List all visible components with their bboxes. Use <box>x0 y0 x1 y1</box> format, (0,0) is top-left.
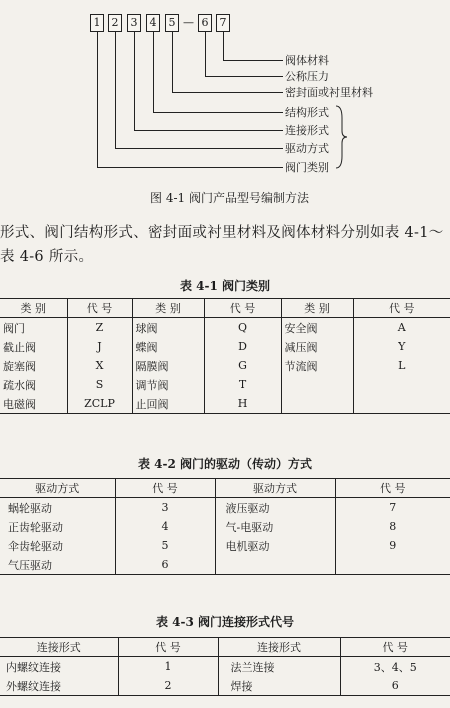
table-cell: 止回阀 <box>132 394 204 414</box>
paragraph-line-2: 表 4-6 所示。 <box>0 249 94 265</box>
header-cell: 代 号 <box>115 479 215 498</box>
table-cell: A <box>397 321 406 334</box>
table-4-1-title: 表 4-1 阀门类别 <box>179 279 271 293</box>
leader-v-7 <box>223 32 224 60</box>
table-cell: 气-电驱动 <box>215 517 335 536</box>
table-cell: G <box>204 356 281 375</box>
label-body-material: 阀体材料 <box>285 54 329 67</box>
table-cell: Y <box>398 340 406 353</box>
code-box-3: 3 <box>127 14 141 32</box>
table-row <box>0 498 450 518</box>
header-cell: 代 号 <box>118 638 218 657</box>
table-cell: 安全阀 <box>281 318 353 338</box>
table-4-2-title: 表 4-2 阀门的驱动（传动）方式 <box>137 457 313 471</box>
table-cell: 6 <box>340 676 450 696</box>
header-cell: 代 号 <box>335 479 450 498</box>
table-cell: 8 <box>389 520 397 533</box>
code-box-4: 4 <box>146 14 160 32</box>
label-structure-type: 结构形式 <box>285 106 329 119</box>
table-cell: 伞齿轮驱动 <box>0 536 115 555</box>
table-row <box>0 676 450 696</box>
table-cell: 调节阀 <box>132 375 204 394</box>
header-cell: 类 别 <box>281 299 353 318</box>
table-header-row <box>0 638 450 657</box>
header-cell: 连接形式 <box>0 638 118 657</box>
table-cell: 焊接 <box>218 676 340 696</box>
leader-h-5 <box>172 92 283 93</box>
table-cell <box>215 555 335 575</box>
table-row <box>0 356 450 375</box>
table-cell: 旋塞阀 <box>0 356 67 375</box>
table-cell: T <box>204 375 281 394</box>
table-valve-category <box>0 298 450 414</box>
leader-v-1 <box>97 32 98 167</box>
leader-v-6 <box>205 32 206 76</box>
table-cell: 疏水阀 <box>0 375 67 394</box>
table-cell <box>353 394 450 414</box>
table-cell <box>335 555 450 575</box>
table-cell: 隔膜阀 <box>132 356 204 375</box>
leader-v-2 <box>115 32 116 148</box>
table-4-3-title: 表 4-3 阀门连接形式代号 <box>155 615 295 629</box>
header-cell: 代 号 <box>204 299 281 318</box>
table-cell: 液压驱动 <box>215 498 335 518</box>
table-drive-mode <box>0 478 450 575</box>
label-drive-mode: 驱动方式 <box>285 142 329 155</box>
table-cell: ZCLP <box>67 394 132 414</box>
table-cell: 阀门 <box>0 318 67 338</box>
leader-h-7 <box>223 60 283 61</box>
table-cell: 减压阀 <box>281 337 353 356</box>
label-nominal-pressure: 公称压力 <box>285 70 329 83</box>
table-cell <box>281 394 353 414</box>
code-dash: — <box>183 16 194 29</box>
table-header-row <box>0 299 450 318</box>
table-cell: 气压驱动 <box>0 555 115 575</box>
header-cell: 代 号 <box>353 299 450 318</box>
header-cell: 代 号 <box>67 299 132 318</box>
code-box-5: 5 <box>165 14 179 32</box>
figure-caption: 图 4-1 阀门产品型号编制方法 <box>150 191 309 205</box>
header-cell: 类 别 <box>0 299 67 318</box>
table-cell: L <box>398 359 406 372</box>
table-row <box>0 536 450 555</box>
table-cell <box>281 375 353 394</box>
table-cell: 截止阀 <box>0 337 67 356</box>
header-cell: 类 别 <box>132 299 204 318</box>
code-box-7: 7 <box>216 14 230 32</box>
leader-h-2 <box>115 148 283 149</box>
header-cell: 连接形式 <box>218 638 340 657</box>
table-row <box>0 394 450 414</box>
table-row <box>0 555 450 575</box>
table-row <box>0 657 450 677</box>
table-cell: 法兰连接 <box>218 657 340 677</box>
code-box-6: 6 <box>198 14 212 32</box>
table-row <box>0 517 450 536</box>
table-cell: 电机驱动 <box>215 536 335 555</box>
table-cell: H <box>204 394 281 414</box>
table-cell: 电磁阀 <box>0 394 67 414</box>
table-cell: 1 <box>118 657 218 677</box>
table-connection-type <box>0 637 450 696</box>
leader-h-6 <box>205 76 283 77</box>
table-cell: Q <box>204 318 281 338</box>
header-cell: 驱动方式 <box>215 479 335 498</box>
table-cell: 蝶阀 <box>132 337 204 356</box>
table-cell: 蜗轮驱动 <box>0 498 115 518</box>
leader-h-3 <box>134 130 283 131</box>
table-cell: 6 <box>115 555 215 575</box>
table-cell: S <box>67 375 132 394</box>
table-cell: 4 <box>115 517 215 536</box>
table-row <box>0 375 450 394</box>
table-cell: 7 <box>389 501 397 514</box>
table-cell: 球阀 <box>132 318 204 338</box>
leader-h-1 <box>97 167 283 168</box>
table-cell <box>353 375 450 394</box>
table-cell: 2 <box>118 676 218 696</box>
table-cell: Z <box>67 318 132 338</box>
table-cell: J <box>67 337 132 356</box>
code-box-1: 1 <box>90 14 104 32</box>
leader-v-4 <box>153 32 154 112</box>
paragraph-line-1: 形式、阀门结构形式、密封面或衬里材料及阀体材料分别如表 4-1～ <box>0 225 444 241</box>
label-seal-material: 密封面或衬里材料 <box>285 86 373 99</box>
table-cell: 内螺纹连接 <box>0 657 118 677</box>
table-row <box>0 337 450 356</box>
table-cell: 外螺纹连接 <box>0 676 118 696</box>
table-cell: D <box>204 337 281 356</box>
header-cell: 驱动方式 <box>0 479 115 498</box>
table-cell: 正齿轮驱动 <box>0 517 115 536</box>
table-cell: 3 <box>115 498 215 518</box>
table-cell: 5 <box>115 536 215 555</box>
leader-v-3 <box>134 32 135 130</box>
table-cell: 9 <box>389 539 397 552</box>
label-connection-type: 连接形式 <box>285 124 329 137</box>
header-cell: 代 号 <box>340 638 450 657</box>
table-row <box>0 318 450 338</box>
table-cell: X <box>67 356 132 375</box>
table-cell: 3、4、5 <box>373 660 417 674</box>
label-valve-category: 阀门类别 <box>285 161 329 174</box>
leader-h-4 <box>153 112 283 113</box>
table-cell: 节流阀 <box>281 356 353 375</box>
code-box-2: 2 <box>108 14 122 32</box>
table-header-row <box>0 479 450 498</box>
leader-v-5 <box>172 32 173 92</box>
group-brace <box>334 104 348 170</box>
